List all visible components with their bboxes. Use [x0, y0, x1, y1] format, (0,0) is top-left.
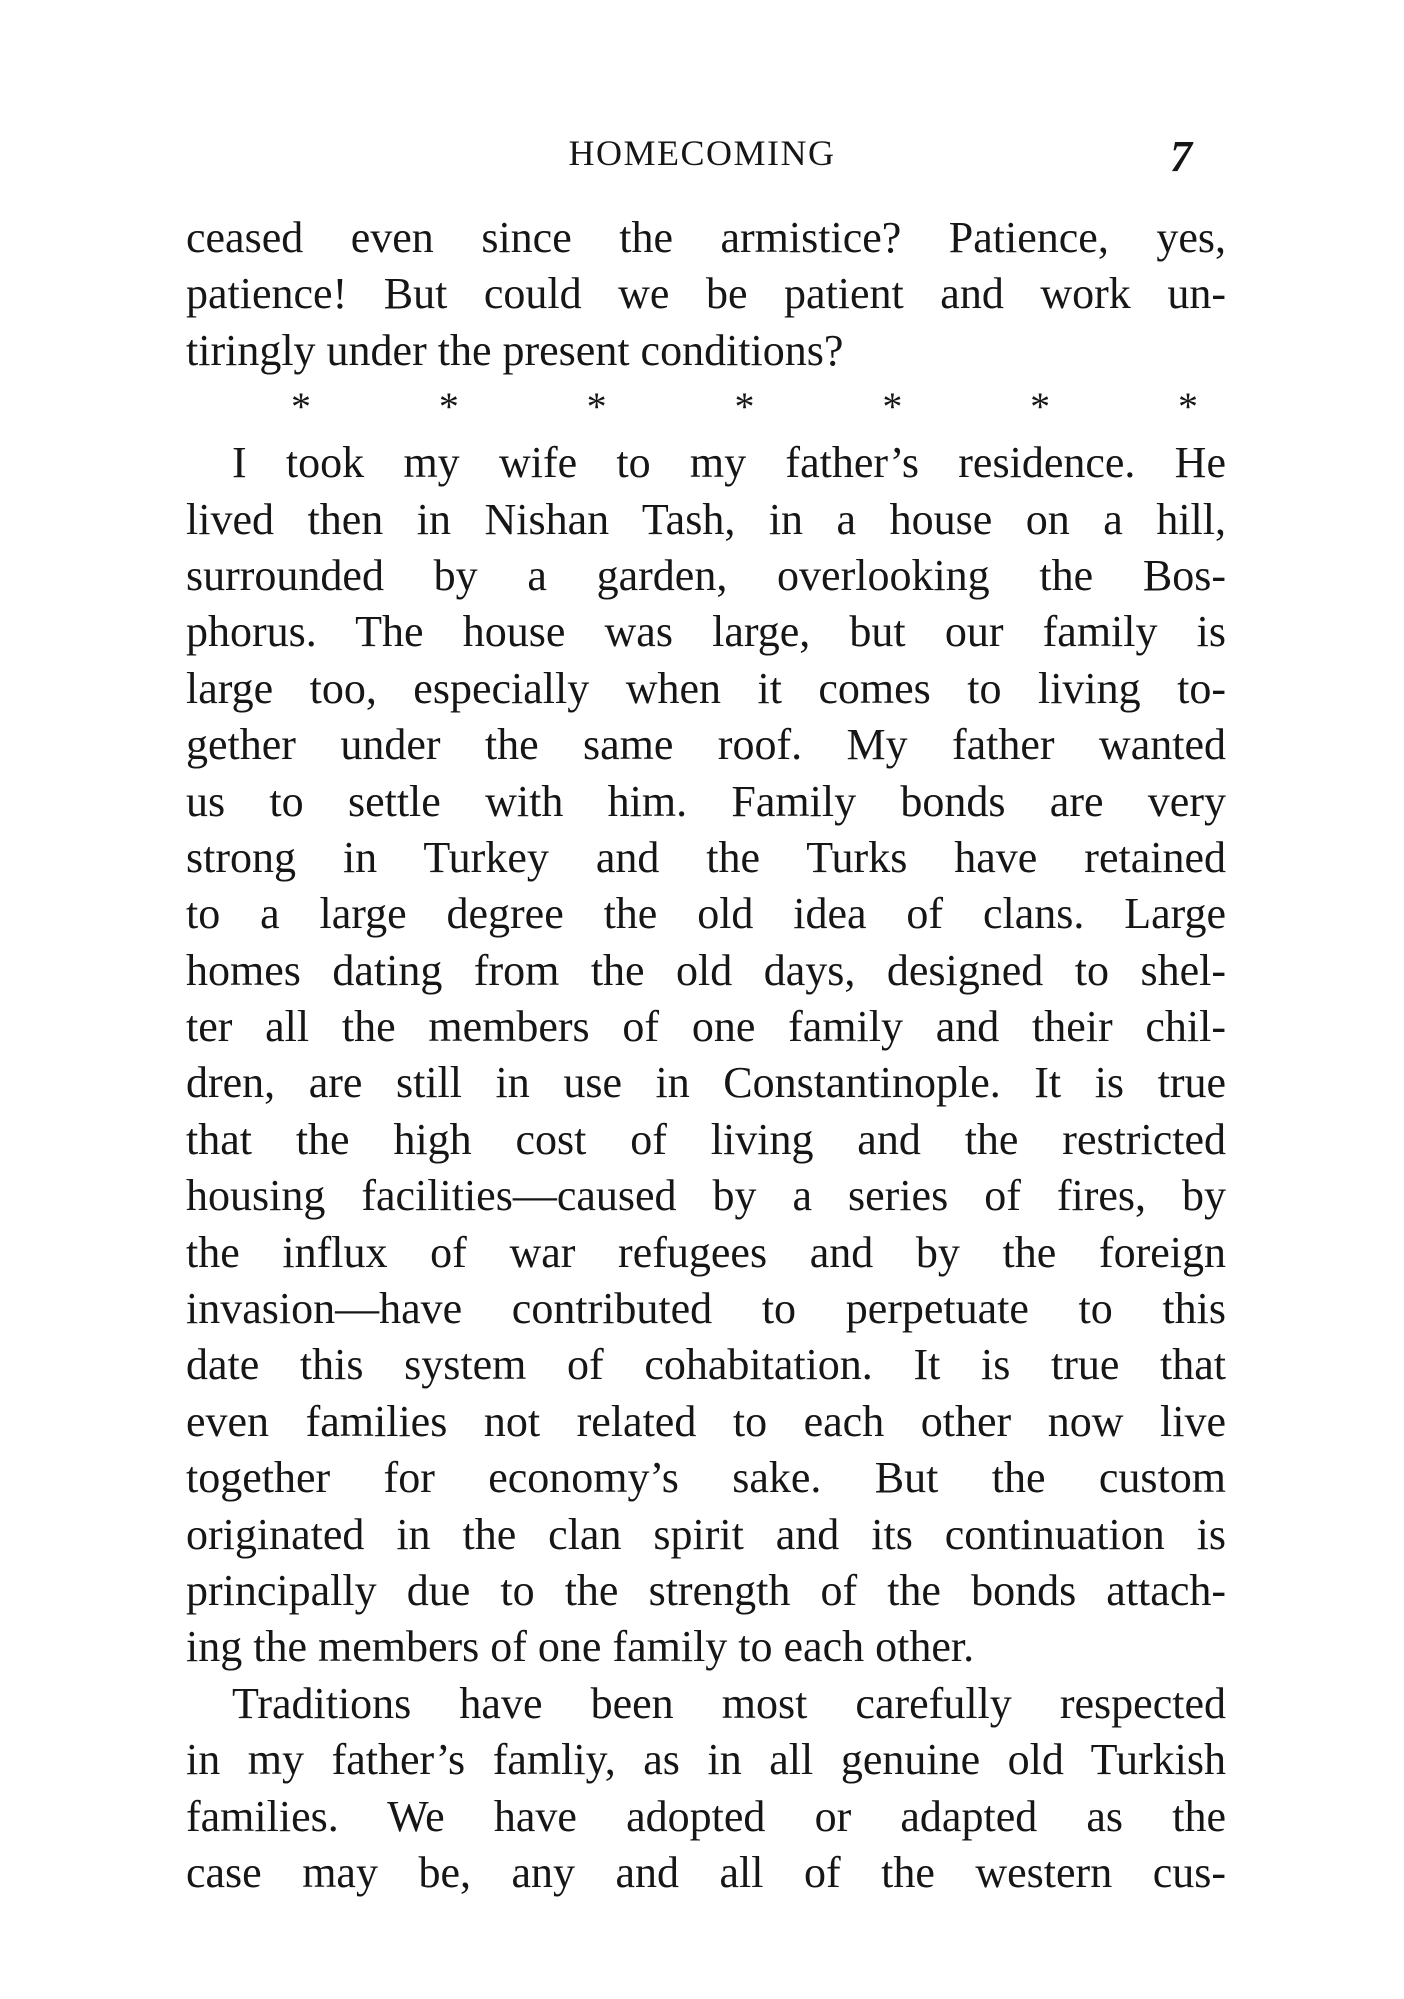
text-line: ceased even since the armistice? Patience, yes,: [186, 213, 1226, 262]
text-line: I took my wife to my father’s residence. He: [232, 438, 1226, 488]
text-line: phorus. The house was large, but our family is: [186, 607, 1226, 657]
text-line: principally due to the strength of the bonds attach-: [186, 1565, 1226, 1615]
asterisk: *: [586, 384, 607, 430]
text-line: to a large degree the old idea of clans. Large: [186, 889, 1226, 939]
asterisk: *: [291, 384, 311, 430]
body-text: [186, 210, 1226, 1901]
asterisk: *: [1177, 384, 1198, 430]
page-number: 7: [1170, 132, 1192, 181]
text-line: surrounded by a garden, overlooking the Bos-: [186, 550, 1226, 600]
text-line: ter all the members of one family and their chil-: [186, 1002, 1226, 1052]
text-line: us to settle with him. Family bonds are very: [186, 776, 1226, 826]
asterisk: *: [1030, 384, 1051, 430]
text-line: gether under the same roof. My father wanted: [186, 720, 1226, 770]
text-line: that the high cost of living and the restricted: [186, 1114, 1226, 1164]
text-line: families. We have adopted or adapted as the: [186, 1791, 1226, 1841]
section-separator: [186, 379, 1226, 435]
text-line: case may be, any and all of the western cus-: [186, 1847, 1226, 1897]
paragraph: [186, 435, 1226, 1676]
text-line: the influx of war refugees and by the foreign: [186, 1227, 1226, 1277]
text-line: dren, are still in use in Constantinople. It is true: [186, 1058, 1226, 1108]
paragraph-continuation: [186, 210, 1226, 379]
text-line: even families not related to each other now live: [186, 1396, 1226, 1446]
running-head: HOMECOMING: [568, 133, 836, 173]
text-line: ing the members of one family to each other.: [186, 1622, 975, 1672]
paragraph: [186, 1676, 1226, 1902]
text-line: lived then in Nishan Tash, in a house on a hill,: [186, 494, 1226, 544]
asterisk: *: [438, 384, 459, 430]
text-line: tiringly under the present conditions?: [186, 325, 844, 375]
asterisk: *: [882, 384, 903, 430]
text-line: invasion—have contributed to perpetuate to this: [186, 1284, 1226, 1334]
text-line: in my father’s famliy, as in all genuine old Turkish: [186, 1735, 1226, 1785]
text-line: housing facilities—caused by a series of fires, by: [186, 1171, 1226, 1221]
text-line: homes dating from the old days, designed to shel-: [186, 945, 1226, 995]
text-line: Traditions have been most carefully respected: [232, 1678, 1226, 1728]
text-line: originated in the clan spirit and its continuation is: [186, 1509, 1226, 1559]
text-line: large too, especially when it comes to living to-: [186, 663, 1226, 713]
text-line: patience! But could we be patient and work un-: [186, 269, 1226, 319]
text-line: date this system of cohabitation. It is true that: [186, 1340, 1226, 1390]
text-line: strong in Turkey and the Turks have retained: [186, 832, 1226, 882]
asterisk: *: [734, 384, 755, 430]
page-header: [0, 128, 1404, 181]
text-line: together for economy’s sake. But the custom: [186, 1453, 1226, 1503]
